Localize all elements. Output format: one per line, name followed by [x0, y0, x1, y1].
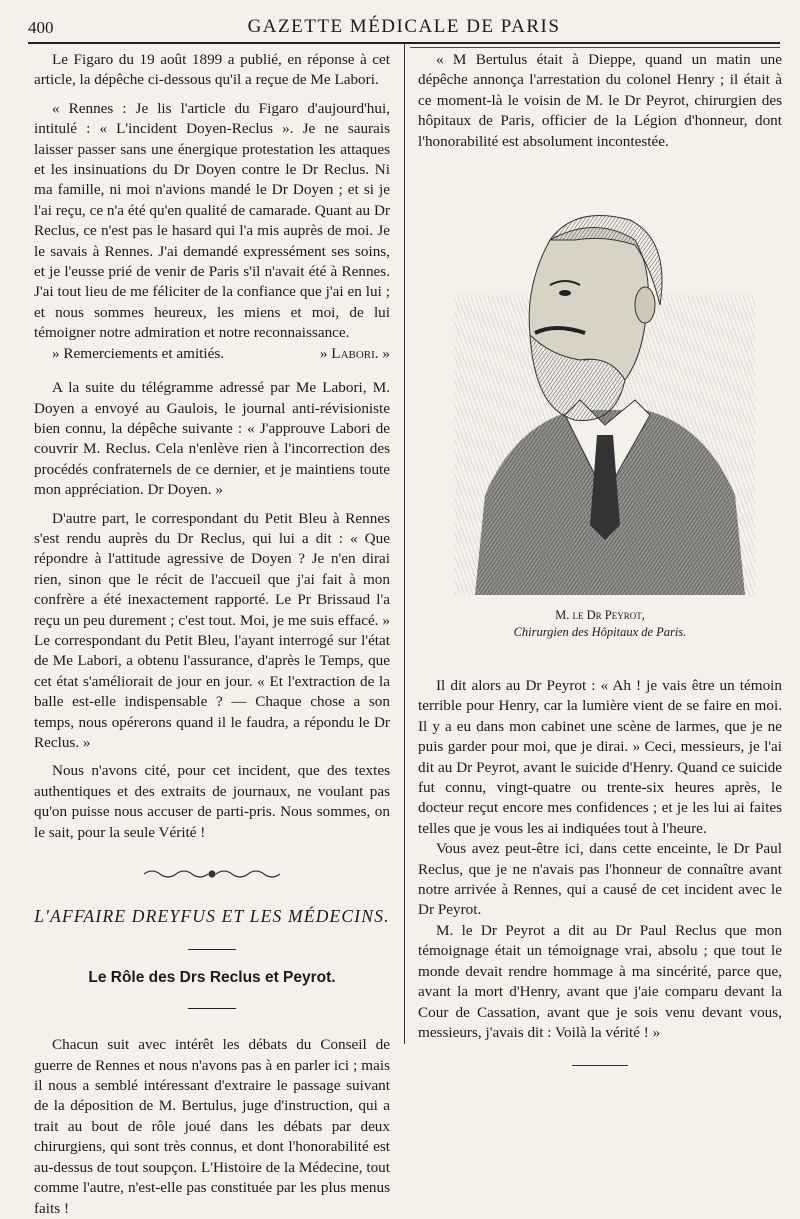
- portrait-engraving: [455, 195, 755, 595]
- title-rule: [188, 1008, 236, 1009]
- right-column-top: [418, 50, 782, 152]
- left-column: [34, 50, 390, 1219]
- caption-role: Chirurgien des Hôpitaux de Paris.: [513, 625, 687, 639]
- sub-title: Le Rôle des Drs Reclus et Peyrot.: [88, 968, 336, 986]
- portrait-caption: [418, 607, 782, 641]
- section-title: L'AFFAIRE DREYFUS ET LES MÉDECINS.: [34, 906, 390, 927]
- signature-line: [34, 344, 390, 364]
- closing-text: » Remerciements et amitiés.: [52, 344, 225, 362]
- column-divider: [404, 44, 405, 1044]
- end-rule: [572, 1065, 628, 1066]
- ornament-icon: [34, 867, 390, 888]
- caption-name: M. le Dr Peyrot,: [555, 608, 645, 622]
- paragraph: A la suite du télégramme adressé par Me Labori, M. Doyen a envoyé au Gaulois, le journal anti-révisioniste bien connu, la dépêche suivante : « J'approuve Labori de couvrir M. Reclus. Cela n'enlève rien à l'incorrection des procédés confraternels de ce dernier, et je maintiens toute mon appréciation. Dr Doyen. »: [34, 379, 390, 499]
- header-rule-secondary: [410, 47, 780, 48]
- paragraph: « Rennes : Je lis l'article du Figaro d'aujourd'hui, intitulé : « L'incident Doyen-Reclus ». Je ne saurais laisser passer sans une énergique protestation les attaques et les insinuations du Dr Doyen contre le Dr Reclus. Ni ma famille, ni moi n'avions mandé le Dr Doyen ; et si je l'ai reçu, ce n'a été qu'en qualité de camarade. Quant au Dr Reclus, ce n'est pas le hasard qui l'a mis auprès de moi. Je le savais à Rennes. J'ai demandé expressément ses soins, et je l'eusse prié de venir de Paris s'il n'avait été à Rennes. J'ai tout lieu de me féliciter de la confiance que j'ai en lui ; et nous sommes heureux, les miens et moi, de lui témoigner notre admiration et notre reconnaissance.: [34, 99, 390, 342]
- paragraph: Nous n'avons cité, pour cet incident, que des textes authentiques et des extraits de journaux, ne voulant pas qu'on puisse nous accuser de parti-pris. Nous sommes, on le sait, pour la seule Vérité !: [34, 762, 390, 841]
- paragraph: Chacun suit avec intérêt les débats du Conseil de guerre de Rennes et nous n'avons pas à en parler ici ; mais il nous a semblé intéressant d'extraire le passage suivant de la déposition de M. Bertulus, juge d'instruction, qui a trait au bout de rôle joué dans les débats par deux chirurgiens, qui sont très connus, et dont l'honorabilité est au-dessus de tout soupçon. L'Histoire de la Médecine, tout comme l'autre, n'est-elle pas constituée par les plus menus faits !: [34, 1036, 390, 1217]
- page-number: 400: [28, 18, 54, 37]
- title-rule: [188, 949, 236, 950]
- paragraph: « M Bertulus était à Dieppe, quand un matin une dépêche annonça l'arrestation du colonel Henry ; il était à ce moment-là le voisin de M. le Dr Peyrot, chirurgien des hôpitaux de Paris, officier de la Légion d'honneur, dont l'honorabilité est absolument incontestée.: [418, 51, 782, 150]
- journal-title: GAZETTE MÉDICALE DE PARIS: [247, 16, 561, 37]
- paragraph: Le Figaro du 19 août 1899 a publié, en réponse à cet article, la dépêche ci-dessous qu'il a reçue de Me Labori.: [34, 51, 390, 89]
- page-header: [28, 14, 780, 42]
- signature: » Labori. »: [319, 344, 390, 362]
- paragraph: M. le Dr Peyrot a dit au Dr Paul Reclus que mon témoignage était un témoignage vrai, absolu ; que tout le monde devait rendre hommage à ma sincérité, parce que, avant la mort d'Henry, avant que j'aie comparu devant la Cour de Cassation, avant que je sois venu devant vous, messieurs, j'avais dit : Voilà la vérité ! »: [418, 921, 782, 1041]
- right-column-bottom: [418, 676, 782, 1066]
- paragraph: D'autre part, le correspondant du Petit Bleu à Rennes s'est rendu auprès du Dr Reclus, qui lui a dit : « Que répondre à l'attitude agressive de Doyen ? Je n'en dirai rien, sinon que le récit de l'accueil que j'ai fait à mon confrère a été inexactement rapporté. Le Pr Brissaud l'a reçu un peu durement ; c'est tout. Moi, je me suis effacé. » Le correspondant du Petit Bleu, l'ayant interrogé sur l'état de Me Labori, a obtenu l'assurance, d'après le Temps, que cet état s'améliorait de jour en jour. « Et l'extraction de la balle est-elle indispensable ? — Chaque chose a son temps, nous opérerons quand il le faudra, a répondu le Dr Reclus. »: [34, 509, 390, 751]
- paragraph: Vous avez peut-être ici, dans cette enceinte, le Dr Paul Reclus, que je ne n'avais pas l'honneur de connaître avant notre arrivée à Rennes, qui a causé de cet incident avec le Dr Peyrot.: [418, 840, 782, 919]
- paragraph: Il dit alors au Dr Peyrot : « Ah ! je vais être un témoin terrible pour Henry, car la lumière vient de se faire en moi. Il y a eu dans mon cabinet une scène de larmes, que je ne puis garder pour moi, que je dirai. » Ceci, messieurs, je l'ai dit au Dr Peyrot, avant le suicide d'Henry. Quand ce suicide fut connu, vingt-quatre ou trente-six heures après, le docteur reçut encore mes confidences ; et je les lui ai faites telles que je vous les ai indiquées tout à l'heure.: [418, 677, 782, 837]
